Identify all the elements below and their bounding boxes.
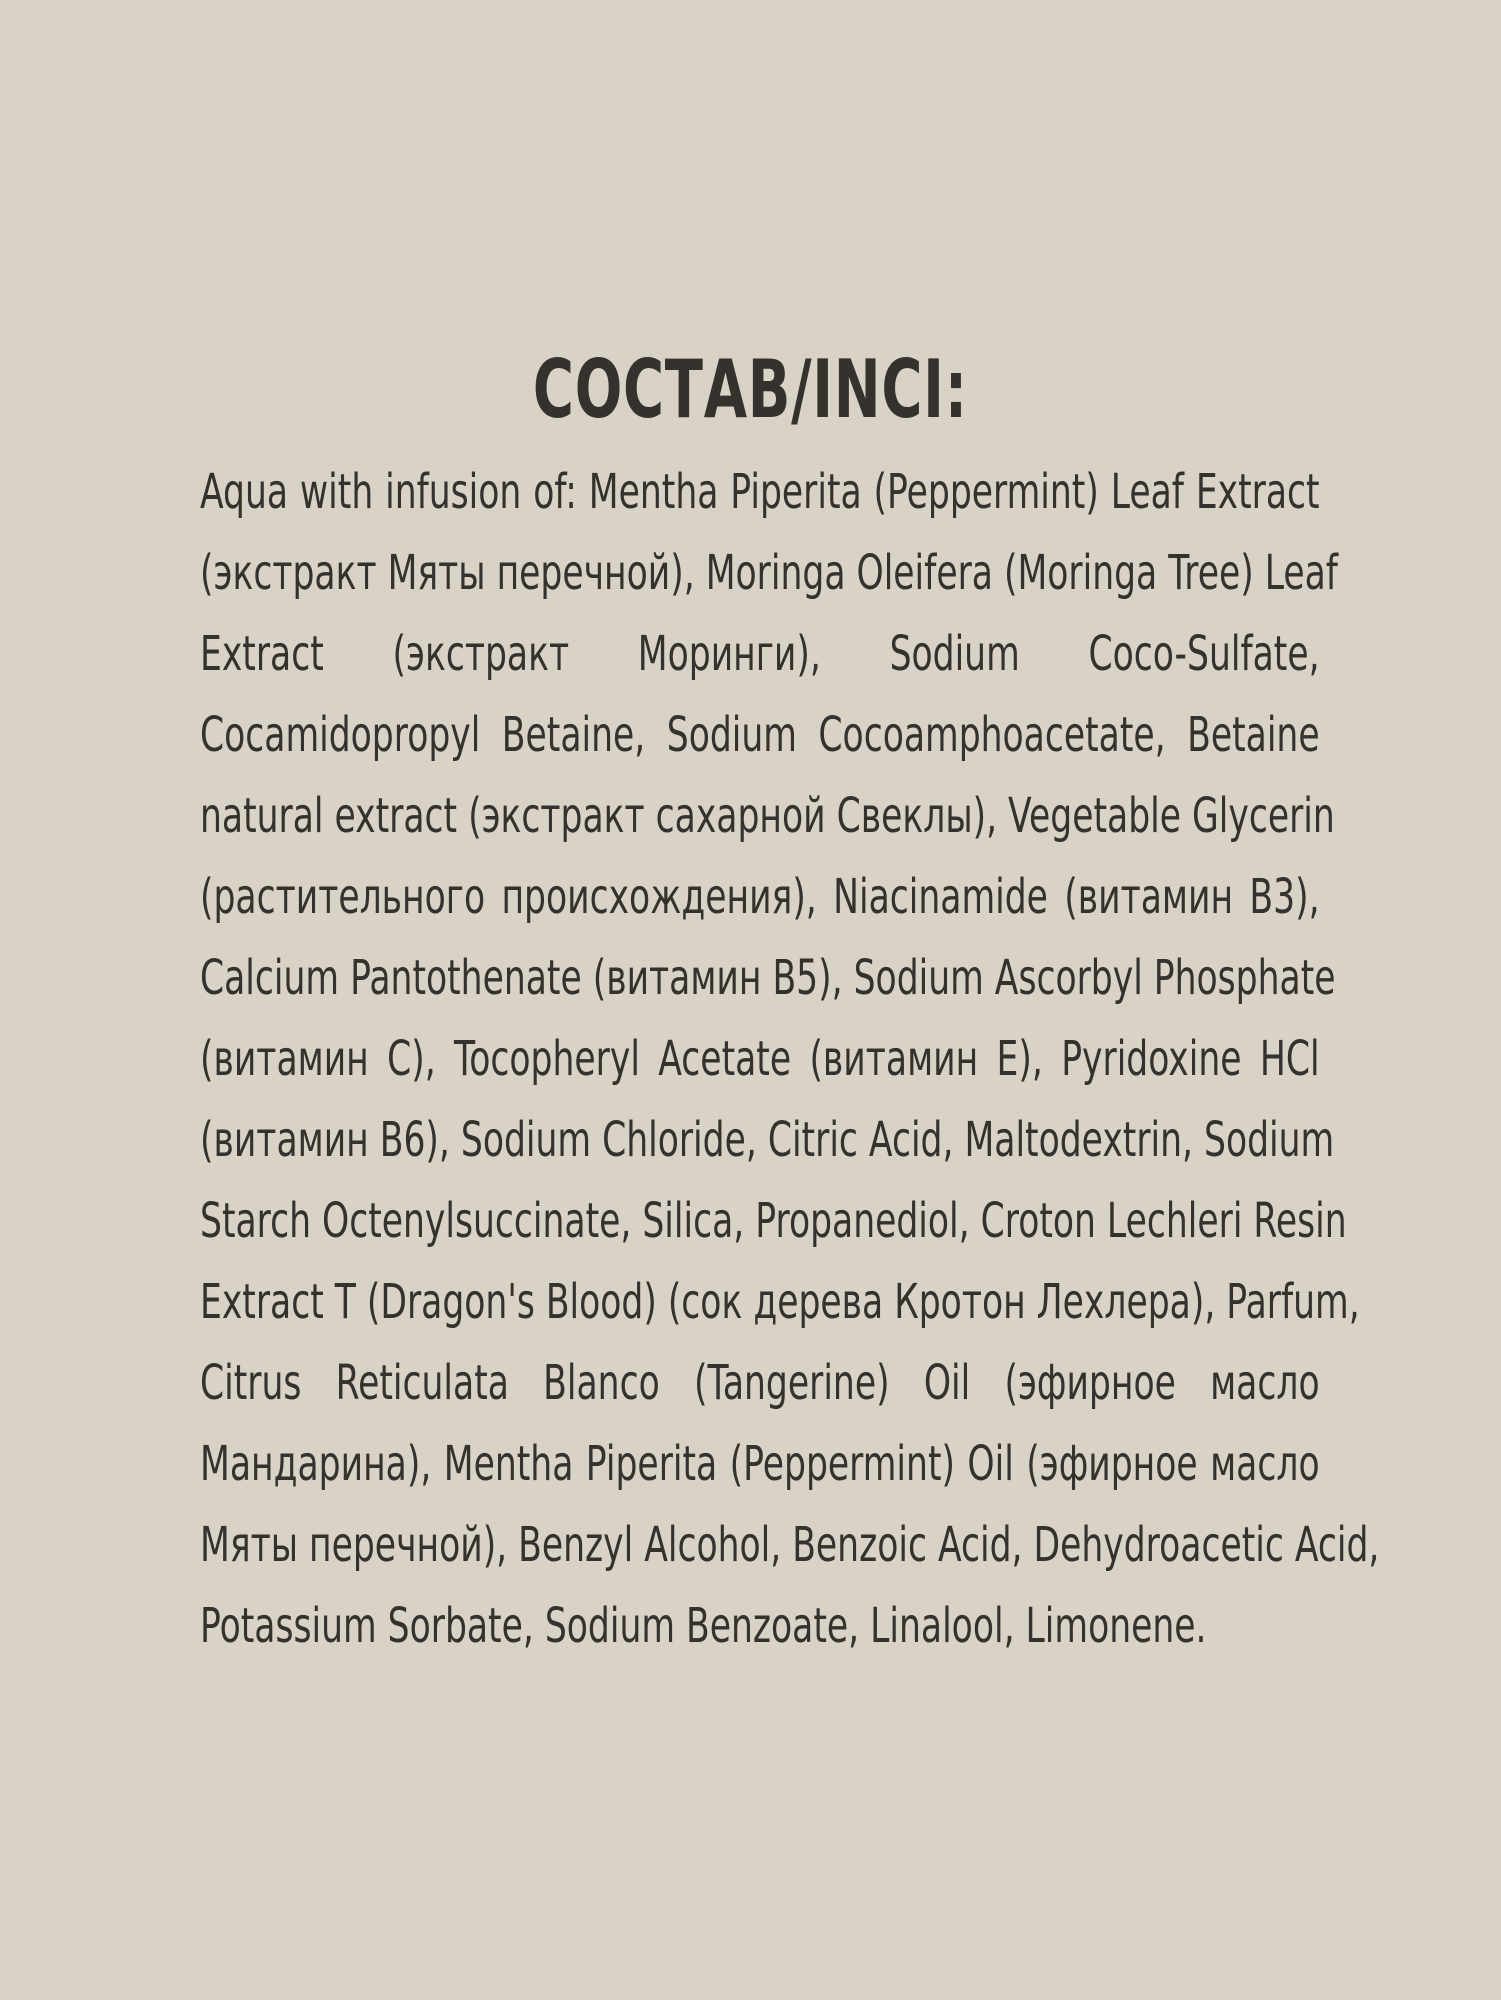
ingredients-heading: СОСТАВ/INCI: bbox=[532, 343, 968, 436]
ingredients-list bbox=[200, 452, 1380, 1667]
ingredients-line: (экстракт Мяты перечной), Moringa Oleifera (Moringa Tree) Leaf bbox=[200, 545, 1338, 601]
ingredients-line: Мяты перечной), Benzyl Alcohol, Benzoic Acid, Dehydroacetic Acid, bbox=[200, 1517, 1380, 1573]
ingredients-line: Мандарина), Mentha Piperita (Peppermint) Oil (эфирное масло bbox=[200, 1436, 1320, 1492]
ingredients-line: Extract T (Dragon's Blood) (сок дерева Кротон Лехлера), Parfum, bbox=[200, 1274, 1360, 1330]
ingredients-line: Extract (экстракт Моринги), Sodium Coco-Sulfate, bbox=[200, 626, 1320, 682]
ingredients-line: Citrus Reticulata Blanco (Tangerine) Oil (эфирное масло bbox=[200, 1355, 1320, 1411]
ingredients-line: Calcium Pantothenate (витамин B5), Sodium Ascorbyl Phosphate bbox=[200, 950, 1336, 1006]
ingredients-line: Aqua with infusion of: Mentha Piperita (Peppermint) Leaf Extract bbox=[200, 464, 1320, 520]
ingredients-line: (растительного происхождения), Niacinamide (витамин B3), bbox=[200, 869, 1320, 925]
ingredients-line: Potassium Sorbate, Sodium Benzoate, Linalool, Limonene. bbox=[200, 1598, 1207, 1654]
ingredients-line: (витамин C), Tocopheryl Acetate (витамин E), Pyridoxine HCl bbox=[200, 1031, 1320, 1087]
ingredients-line: Cocamidopropyl Betaine, Sodium Cocoamphoacetate, Betaine bbox=[200, 707, 1320, 763]
ingredients-line: Starch Octenylsuccinate, Silica, Propanediol, Croton Lechleri Resin bbox=[200, 1193, 1347, 1249]
ingredients-line: natural extract (экстракт сахарной Свеклы), Vegetable Glycerin bbox=[200, 788, 1335, 844]
ingredients-line: (витамин B6), Sodium Chloride, Citric Acid, Maltodextrin, Sodium bbox=[200, 1112, 1335, 1168]
